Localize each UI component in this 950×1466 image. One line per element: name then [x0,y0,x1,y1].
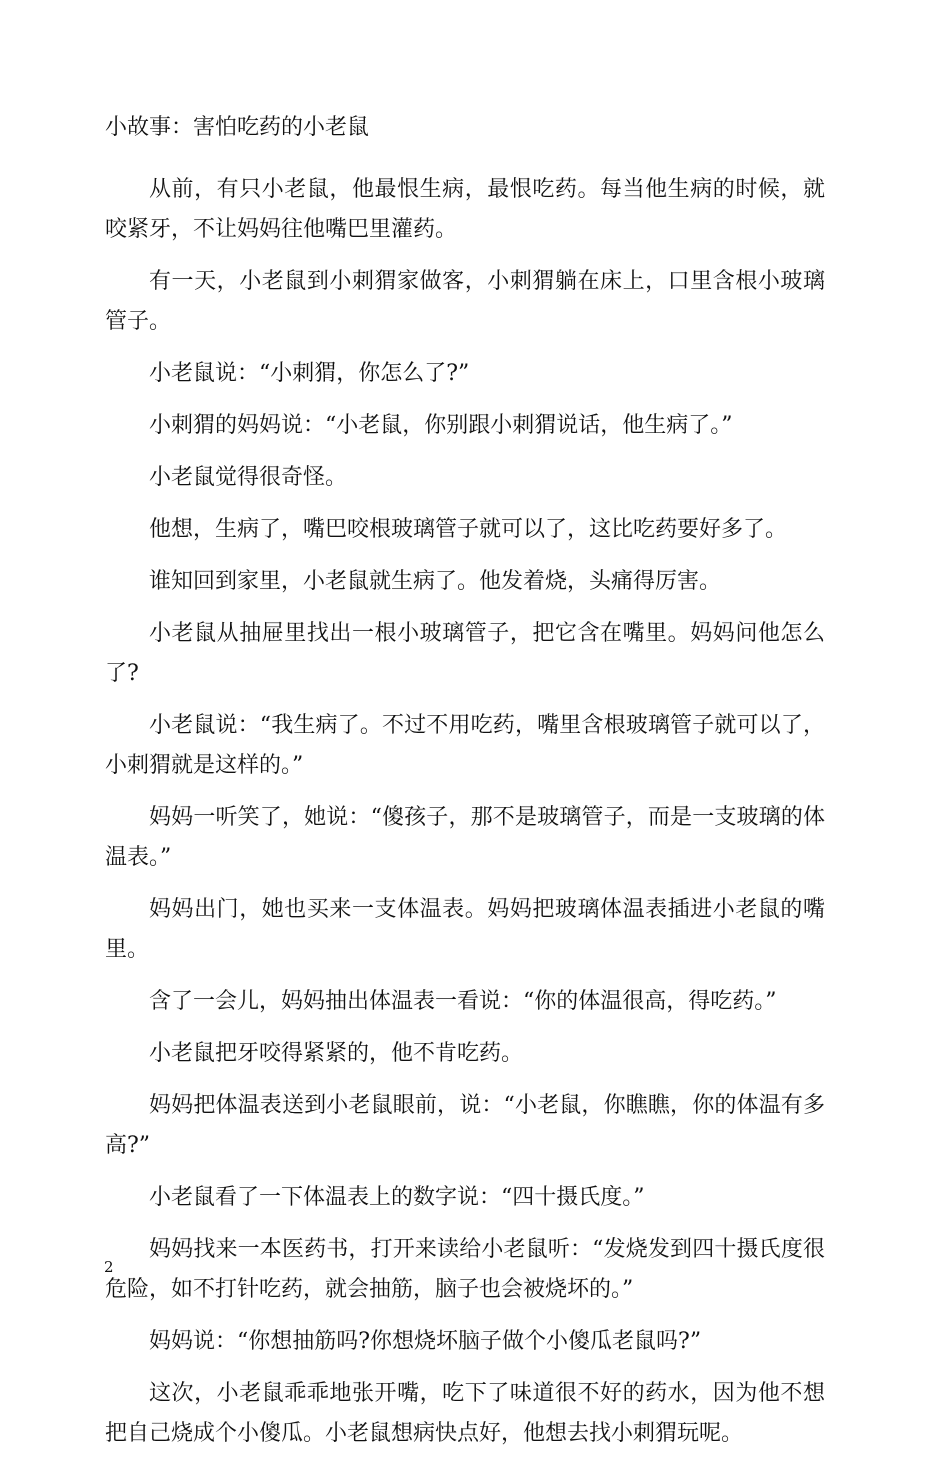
paragraph: 小老鼠觉得很奇怪。 [149,465,348,490]
paragraph: 这次，小老鼠乖乖地张开嘴，吃下了味道很不好的药水，因为他不想把自己烧成个小傻瓜。小老鼠想病快点好，他想去找小刺猬玩呢。 [105,1381,825,1446]
paragraph: 小老鼠说：“小刺猬，你怎么了?” [149,361,470,386]
paragraph: 谁知回到家里，小老鼠就生病了。他发着烧，头痛得厉害。 [149,569,722,594]
paragraph: 小老鼠说：“我生病了。不过不用吃药，嘴里含根玻璃管子就可以了，小刺猬就是这样的。” [105,713,825,778]
paragraph: 小老鼠把牙咬得紧紧的，他不肯吃药。 [149,1041,524,1066]
paragraph: 小老鼠看了一下体温表上的数字说：“四十摄氏度。” [149,1185,645,1210]
paragraph: 妈妈一听笑了，她说：“傻孩子，那不是玻璃管子，而是一支玻璃的体温表。” [105,805,825,870]
paragraph: 妈妈把体温表送到小老鼠眼前，说：“小老鼠，你瞧瞧，你的体温有多高?” [105,1093,825,1158]
paragraph: 小老鼠从抽屉里找出一根小玻璃管子，把它含在嘴里。妈妈问他怎么了? [105,621,825,686]
paragraph: 他想，生病了，嘴巴咬根玻璃管子就可以了，这比吃药要好多了。 [149,517,788,542]
paragraph: 含了一会儿，妈妈抽出体温表一看说：“你的体温很高，得吃药。” [149,989,777,1014]
paragraph: 小刺猬的妈妈说：“小老鼠，你别跟小刺猬说话，他生病了。” [149,413,733,438]
paragraph: 从前，有只小老鼠，他最恨生病，最恨吃药。每当他生病的时候，就咬紧牙，不让妈妈往他嘴巴里灌药。 [105,177,825,242]
paragraph: 有一天，小老鼠到小刺猬家做客，小刺猬躺在床上，口里含根小玻璃管子。 [105,269,825,334]
paragraph: 妈妈找来一本医药书，打开来读给小老鼠听：“发烧发到四十摄氏度很危险，如不打针吃药，就会抽筋，脑子也会被烧坏的。” [105,1237,825,1302]
story-title: 小故事：害怕吃药的小老鼠 [105,115,370,140]
paragraph: 妈妈说：“你想抽筋吗?你想烧坏脑子做个小傻瓜老鼠吗?” [149,1329,702,1354]
page-number: 2 [104,1258,114,1276]
story-body [105,170,825,1466]
paragraph: 妈妈出门，她也买来一支体温表。妈妈把玻璃体温表插进小老鼠的嘴里。 [105,897,825,962]
